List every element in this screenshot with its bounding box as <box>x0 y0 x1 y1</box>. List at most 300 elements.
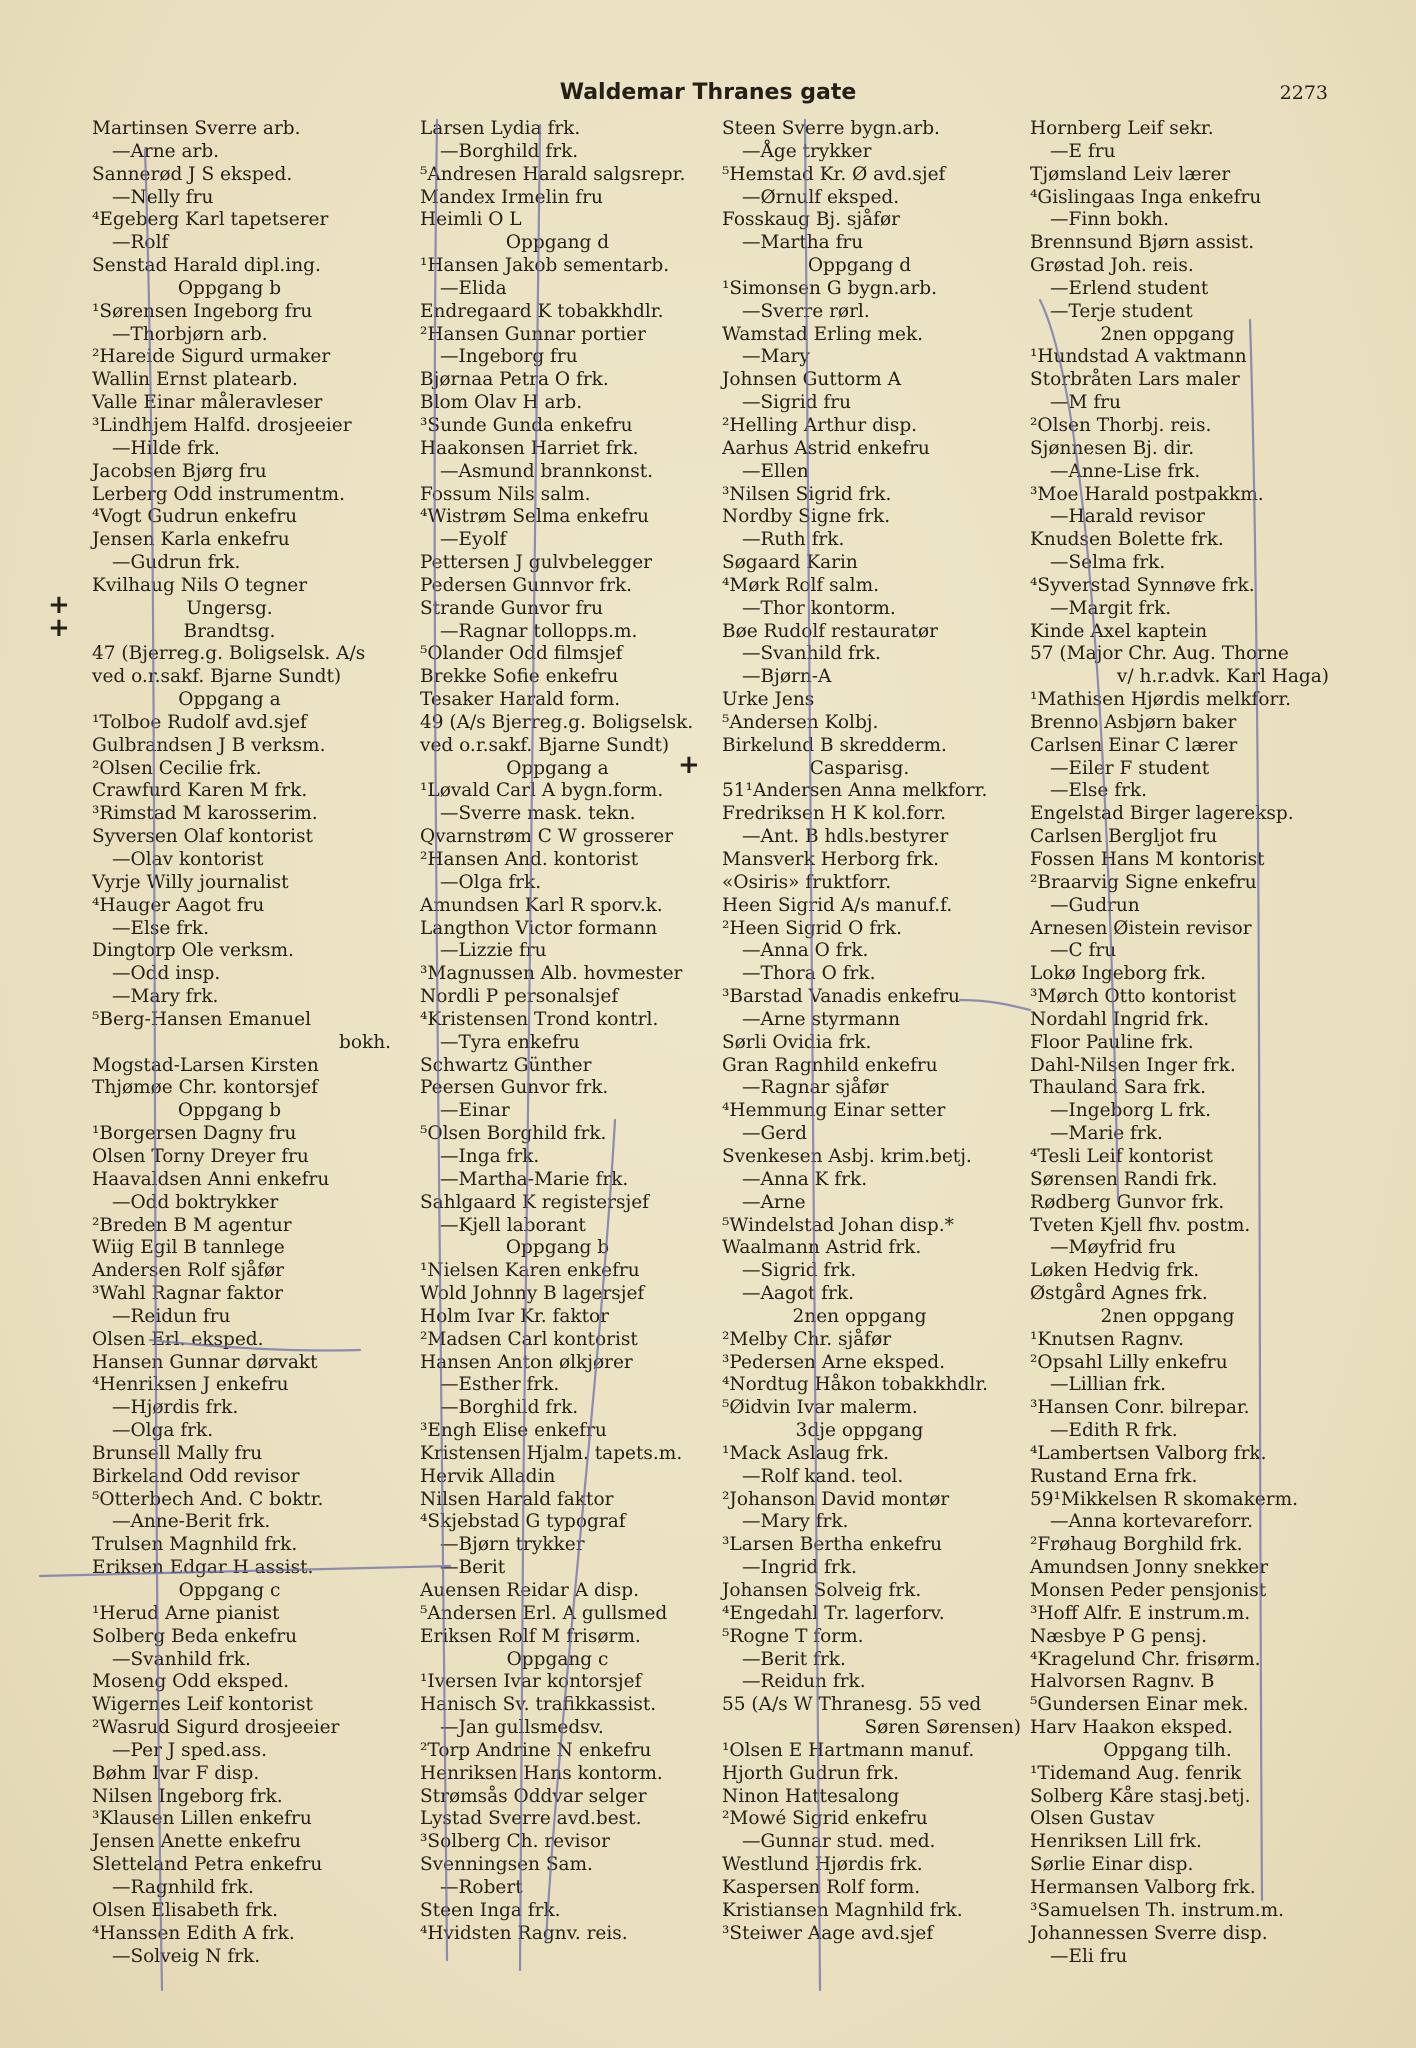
resident-entry: ³Larsen Bertha enkefru <box>722 1534 943 1556</box>
resident-entry: Crawfurd Karen M frk. <box>92 780 308 802</box>
resident-entry: —Ant. B hdls.bestyrer <box>742 826 949 848</box>
resident-entry: Løken Hedvig frk. <box>1030 1260 1200 1282</box>
resident-entry: Martinsen Sverre arb. <box>92 118 301 139</box>
resident-entry: Olsen Torny Dreyer fru <box>92 1145 309 1167</box>
resident-entry: Haavaldsen Anni enkefru <box>92 1168 330 1190</box>
resident-entry: ³Lindhjem Halfd. drosjeeier <box>92 414 352 436</box>
resident-entry: Tjømsland Leiv lærer <box>1030 163 1231 185</box>
resident-entry: ⁴Kristensen Trond kontrl. <box>420 1008 659 1030</box>
resident-entry: —Rolf <box>112 232 169 254</box>
column-2 <box>420 118 725 2018</box>
resident-entry: —Tyra enkefru <box>440 1031 580 1053</box>
resident-entry: Thauland Sara frk. <box>1030 1077 1207 1099</box>
resident-entry: ⁵Otterbech And. C boktr. <box>92 1488 324 1510</box>
resident-entry: ²Johanson David montør <box>722 1488 950 1510</box>
resident-entry: —Hjørdis frk. <box>112 1397 239 1419</box>
resident-entry: 49 (A/s Bjerreg.g. Boligselsk. <box>420 711 694 733</box>
resident-entry: Næsbye P G pensj. <box>1030 1625 1207 1647</box>
resident-entry: —Odd insp. <box>112 963 221 985</box>
resident-entry: Jensen Anette enkefru <box>92 1831 302 1853</box>
resident-entry: Hansen Gunnar dørvakt <box>92 1351 318 1373</box>
resident-entry: ⁴Lambertsen Valborg frk. <box>1030 1442 1267 1464</box>
resident-entry: Dingtorp Ole verksm. <box>92 940 294 962</box>
resident-entry: Kristensen Hjalm. tapets.m. <box>420 1442 683 1464</box>
resident-entry: —Odd boktrykker <box>112 1191 279 1213</box>
resident-entry: —Gunnar stud. med. <box>742 1831 936 1853</box>
resident-entry: —Margit frk. <box>1050 597 1172 619</box>
resident-entry: ²Frøhaug Borghild frk. <box>1030 1534 1243 1556</box>
resident-entry: —Marie frk. <box>1050 1123 1163 1145</box>
resident-entry: ³Engh Elise enkefru <box>420 1420 607 1442</box>
resident-entry: ³Klausen Lillen enkefru <box>92 1808 312 1830</box>
resident-entry: —Sverre mask. tekn. <box>440 803 636 825</box>
resident-entry: ⁴Mørk Rolf salm. <box>722 574 880 596</box>
resident-entry: —Olga frk. <box>440 871 542 893</box>
resident-entry: —Borghild frk. <box>440 140 579 162</box>
section-heading: 3dje oppgang <box>795 1420 924 1442</box>
resident-entry: —Erlend student <box>1050 277 1209 299</box>
resident-entry: Bjørnaa Petra O frk. <box>420 369 609 391</box>
resident-entry: —Inga frk. <box>440 1145 540 1167</box>
resident-entry: —Solveig N frk. <box>112 1945 261 1967</box>
resident-entry: Heen Sigrid A/s manuf.f. <box>722 894 953 916</box>
column-4 <box>1030 118 1335 2018</box>
resident-entry: —Berit <box>440 1557 506 1579</box>
resident-entry: ²Olsen Thorbj. reis. <box>1030 414 1212 436</box>
resident-entry: —Aagot frk. <box>742 1283 854 1305</box>
resident-entry: Endregaard K tobakkhdlr. <box>420 300 664 322</box>
resident-entry: —Svanhild frk. <box>112 1648 251 1670</box>
section-heading: Oppgang c <box>506 1648 609 1670</box>
resident-entry: —Einar <box>440 1100 510 1122</box>
resident-entry: Hansen Anton ølkjører <box>420 1351 633 1373</box>
resident-entry: Fosskaug Bj. sjåfør <box>722 209 901 231</box>
resident-entry: ⁴Skjebstad G typograf <box>420 1511 626 1533</box>
resident-entry: ¹Herud Arne pianist <box>92 1602 280 1624</box>
resident-entry: ved o.r.sakf. Bjarne Sundt) <box>92 666 342 688</box>
resident-entry: Rødberg Gunvor frk. <box>1030 1191 1225 1213</box>
resident-entry: ²Olsen Cecilie frk. <box>92 757 262 779</box>
resident-entry: 55 (A/s W Thranesg. 55 ved <box>722 1694 982 1716</box>
section-heading: 2nen oppgang <box>1100 323 1235 345</box>
resident-entry: Blom Olav H arb. <box>420 392 583 414</box>
resident-entry: —Esther frk. <box>440 1374 560 1396</box>
resident-entry: Eriksen Rolf M frisørm. <box>420 1625 641 1647</box>
resident-entry: Søren Sørensen) <box>864 1717 1021 1739</box>
resident-entry: —Reidun fru <box>112 1305 231 1327</box>
resident-entry: —Ingeborg fru <box>440 346 578 368</box>
resident-entry: Heimli O L <box>420 209 522 231</box>
resident-entry: Olsen Erl. eksped. <box>92 1328 264 1350</box>
resident-entry: ⁵Windelstad Johan disp.* <box>722 1214 954 1236</box>
resident-entry: ³Hansen Conr. bilrepar. <box>1030 1397 1250 1419</box>
resident-entry: Kinde Axel kaptein <box>1030 620 1208 642</box>
resident-entry: —Ragnar tollopps.m. <box>440 620 638 642</box>
resident-entry: —Eli fru <box>1050 1945 1128 1967</box>
resident-entry: Jacobsen Bjørg fru <box>92 460 267 482</box>
resident-entry: ²Opsahl Lilly enkefru <box>1030 1351 1228 1373</box>
resident-entry: —Thora O frk. <box>742 963 876 985</box>
resident-entry: —Rolf kand. teol. <box>742 1465 904 1487</box>
resident-entry: —Borghild frk. <box>440 1397 579 1419</box>
resident-entry: ⁴Gislingaas Inga enkefru <box>1030 186 1262 208</box>
resident-entry: Kaspersen Rolf form. <box>722 1876 921 1898</box>
resident-entry: —Bjørn-A <box>742 666 832 688</box>
section-heading: Oppgang c <box>178 1580 281 1601</box>
resident-entry: Syversen Olaf kontorist <box>92 826 313 848</box>
resident-entry: Steen Inga frk. <box>420 1899 561 1921</box>
resident-entry: ⁵Øidvin Ivar malerm. <box>722 1397 918 1419</box>
resident-entry: Nilsen Harald faktor <box>420 1488 614 1510</box>
resident-entry: Rustand Erna frk. <box>1030 1465 1198 1487</box>
resident-entry: ⁴Syverstad Synnøve frk. <box>1030 574 1255 596</box>
resident-entry: Harv Haakon eksped. <box>1030 1717 1233 1739</box>
resident-entry: —Martha-Marie frk. <box>440 1168 629 1190</box>
resident-entry: ¹Nielsen Karen enkefru <box>420 1260 640 1282</box>
resident-entry: Nordby Signe frk. <box>722 506 891 528</box>
resident-entry: —Lizzie fru <box>440 940 547 962</box>
resident-entry: —Ellen <box>742 460 809 482</box>
resident-entry: Langthon Victor formann <box>420 917 658 939</box>
resident-entry: «Osiris» fruktforr. <box>722 871 892 893</box>
resident-entry: —Anna K frk. <box>742 1168 868 1190</box>
resident-entry: ¹Løvald Carl A bygn.form. <box>420 780 664 802</box>
resident-entry: Bøe Rudolf restauratør <box>722 620 938 642</box>
resident-entry: Sannerød J S eksped. <box>92 163 293 185</box>
resident-entry: Fossen Hans M kontorist <box>1030 849 1265 870</box>
resident-entry: Qvarnstrøm C W grosserer <box>420 826 674 848</box>
resident-entry: Wold Johnny B lagersjef <box>420 1283 645 1305</box>
resident-entry: Amundsen Karl R sporv.k. <box>420 894 663 916</box>
resident-entry: —Arne <box>742 1191 806 1213</box>
resident-entry: —Hilde frk. <box>112 437 220 459</box>
resident-entry: ¹Mathisen Hjørdis melkforr. <box>1030 689 1292 711</box>
resident-entry: ³Hoff Alfr. E instrum.m. <box>1030 1602 1251 1624</box>
section-heading: Oppgang a <box>506 757 609 779</box>
resident-entry: Jensen Karla enkefru <box>92 529 290 551</box>
resident-entry: ⁵Andersen Erl. A gullsmed <box>420 1602 668 1624</box>
resident-entry: —Nelly fru <box>112 186 214 208</box>
resident-entry: —Ragnhild frk. <box>112 1876 254 1898</box>
resident-entry: —Terje student <box>1050 300 1193 322</box>
resident-entry: Fredriksen H K kol.forr. <box>722 803 947 825</box>
resident-entry: Steen Sverre bygn.arb. <box>722 118 940 139</box>
resident-entry: ²Heen Sigrid O frk. <box>722 917 902 939</box>
resident-entry: Lystad Sverre avd.best. <box>420 1808 642 1830</box>
resident-entry: ⁴Hanssen Edith A frk. <box>92 1922 295 1944</box>
resident-entry: ⁴Nordtug Håkon tobakkhdlr. <box>722 1374 989 1396</box>
resident-entry: ¹Simonsen G bygn.arb. <box>722 277 938 299</box>
resident-entry: —Bjørn trykker <box>440 1534 585 1556</box>
resident-entry: —Gudrun <box>1050 894 1140 916</box>
resident-entry: —Anne-Berit frk. <box>112 1511 271 1533</box>
resident-entry: Johansen Solveig frk. <box>722 1580 922 1601</box>
resident-entry: ²Mowé Sigrid enkefru <box>722 1808 928 1830</box>
resident-entry: ³Rimstad M karosserim. <box>92 803 318 825</box>
resident-entry: ¹Hansen Jakob sementarb. <box>420 255 670 277</box>
resident-entry: Wallin Ernst platearb. <box>92 369 298 391</box>
resident-entry: 59¹Mikkelsen R skomakerm. <box>1030 1488 1298 1510</box>
resident-entry: —Åge trykker <box>742 140 872 162</box>
resident-entry: ¹Mack Aslaug frk. <box>722 1442 890 1464</box>
resident-entry: —Svanhild frk. <box>742 643 881 665</box>
resident-entry: ⁵Hemstad Kr. Ø avd.sjef <box>722 163 946 185</box>
resident-entry: 57 (Major Chr. Aug. Thorne <box>1030 643 1289 665</box>
resident-entry: Kristiansen Magnhild frk. <box>722 1899 963 1921</box>
resident-entry: —Mary <box>742 346 810 368</box>
resident-entry: Hermansen Valborg frk. <box>1030 1876 1256 1898</box>
resident-entry: Aarhus Astrid enkefru <box>722 437 930 459</box>
resident-entry: Floor Pauline frk. <box>1030 1031 1194 1053</box>
resident-entry: Sahlgaard K registersjef <box>420 1191 650 1213</box>
resident-entry: ²Torp Andrine N enkefru <box>420 1739 652 1761</box>
resident-entry: —Lillian frk. <box>1050 1374 1167 1396</box>
resident-entry: ¹Olsen E Hartmann manuf. <box>722 1739 975 1761</box>
resident-entry: ¹Borgersen Dagny fru <box>92 1123 297 1145</box>
resident-entry: —Else frk. <box>1050 780 1148 802</box>
section-heading: Oppgang b <box>177 277 282 299</box>
resident-entry: Schwartz Günther <box>420 1054 592 1076</box>
resident-entry: ³Sunde Gunda enkefru <box>420 414 633 436</box>
resident-entry: ⁵Olander Odd filmsjef <box>420 643 623 665</box>
resident-entry: ¹Tidemand Aug. fenrik <box>1030 1762 1242 1784</box>
section-heading: 2nen oppgang <box>1100 1305 1235 1327</box>
page-number: 2273 <box>1279 82 1328 104</box>
resident-entry: Ninon Hattesalong <box>722 1785 900 1807</box>
resident-entry: —Thor kontorm. <box>742 597 896 619</box>
resident-entry: —Eyolf <box>440 529 507 551</box>
resident-entry: —Mary frk. <box>112 986 219 1008</box>
resident-entry: Moseng Odd eksped. <box>92 1671 290 1693</box>
resident-entry: Johnsen Guttorm A <box>722 369 901 391</box>
resident-entry: Sletteland Petra enkefru <box>92 1854 323 1876</box>
section-heading: Oppgang d <box>807 255 912 277</box>
resident-entry: —Per J sped.ass. <box>112 1739 267 1761</box>
resident-entry: Svenningsen Sam. <box>420 1854 593 1876</box>
resident-entry: —Berit frk. <box>742 1648 846 1670</box>
resident-entry: —Møyfrid fru <box>1050 1237 1176 1259</box>
resident-entry: ⁴Henriksen J enkefru <box>92 1374 289 1396</box>
resident-entry: Pedersen Gunnvor frk. <box>420 574 633 596</box>
resident-entry: Hornberg Leif sekr. <box>1030 118 1214 139</box>
resident-entry: —Mary frk. <box>742 1511 849 1533</box>
resident-entry: ³Pedersen Arne eksped. <box>722 1351 945 1373</box>
resident-entry: Amundsen Jonny snekker <box>1030 1557 1269 1579</box>
resident-entry: ²Helling Arthur disp. <box>722 414 918 436</box>
resident-entry: —Sigrid fru <box>742 392 852 414</box>
resident-entry: Valle Einar måleravleser <box>92 392 323 414</box>
resident-entry: —Arne arb. <box>112 140 220 162</box>
resident-entry: Bøhm Ivar F disp. <box>92 1762 260 1784</box>
resident-entry: —Arne styrmann <box>742 1008 901 1030</box>
resident-entry: Tesaker Harald form. <box>420 689 621 711</box>
resident-entry: Brennsund Bjørn assist. <box>1030 232 1255 254</box>
resident-entry: —Ingrid frk. <box>742 1557 857 1579</box>
resident-entry: Halvorsen Ragnv. B <box>1030 1671 1215 1693</box>
resident-entry: Andersen Rolf sjåfør <box>92 1260 284 1282</box>
resident-entry: Strømsås Oddvar selger <box>420 1785 647 1807</box>
resident-entry: Haakonsen Harriet frk. <box>420 437 639 459</box>
resident-entry: ⁵Gundersen Einar mek. <box>1030 1694 1249 1716</box>
resident-entry: Carlsen Einar C lærer <box>1030 734 1238 756</box>
resident-entry: —Olga frk. <box>112 1420 214 1442</box>
resident-entry: ³Solberg Ch. revisor <box>420 1831 610 1853</box>
resident-entry: ¹Iversen Ivar kontorsjef <box>420 1671 642 1693</box>
resident-entry: Carlsen Bergljot fru <box>1030 826 1218 848</box>
resident-entry: ²Melby Chr. sjåfør <box>722 1328 892 1350</box>
resident-entry: Lerberg Odd instrumentm. <box>92 483 345 505</box>
resident-entry: Vyrje Willy journalist <box>92 871 289 893</box>
resident-entry: ⁴Vogt Gudrun enkefru <box>92 506 298 528</box>
resident-entry: —Kjell laborant <box>440 1214 586 1236</box>
resident-entry: Brenno Asbjørn baker <box>1030 711 1237 733</box>
resident-entry: —Gerd <box>742 1123 807 1145</box>
resident-entry: —Asmund brannkonst. <box>440 460 654 482</box>
resident-entry: Pettersen J gulvbelegger <box>420 552 653 574</box>
resident-entry: Mansverk Herborg frk. <box>722 849 939 870</box>
resident-entry: Arnesen Øistein revisor <box>1030 917 1252 939</box>
resident-entry: Johannessen Sverre disp. <box>1030 1922 1268 1944</box>
resident-entry: —C fru <box>1050 940 1117 962</box>
resident-entry: Solberg Beda enkefru <box>92 1625 298 1647</box>
resident-entry: —Anne-Lise frk. <box>1050 460 1201 482</box>
resident-entry: ⁴Hvidsten Ragnv. reis. <box>420 1922 628 1944</box>
resident-entry: ⁴Wistrøm Selma enkefru <box>420 506 649 528</box>
resident-entry: Thjømøe Chr. kontorsjef <box>92 1077 318 1099</box>
resident-entry: —Elida <box>440 277 507 299</box>
resident-entry: Birkelund B skredderm. <box>722 734 947 756</box>
resident-entry: ⁵Andresen Harald salgsrepr. <box>420 163 686 185</box>
resident-entry: Sjønnesen Bj. dir. <box>1030 437 1195 459</box>
resident-entry: —Sverre rørl. <box>742 300 870 322</box>
resident-entry: Henriksen Hans kontorm. <box>420 1762 663 1784</box>
resident-entry: ²Hansen And. kontorist <box>420 849 639 870</box>
resident-entry: —Harald revisor <box>1050 506 1205 528</box>
resident-entry: Eriksen Edgar H assist. <box>92 1557 314 1579</box>
resident-entry: ²Wasrud Sigurd drosjeeier <box>92 1717 340 1739</box>
resident-entry: ³Moe Harald postpakkm. <box>1030 483 1264 505</box>
resident-entry: —Thorbjørn arb. <box>112 323 268 345</box>
resident-entry: ²Hansen Gunnar portier <box>420 323 646 345</box>
resident-entry: Fossum Nils salm. <box>420 483 591 505</box>
resident-entry: ¹Tolboe Rudolf avd.sjef <box>92 711 307 733</box>
resident-entry: ⁴Hemmung Einar setter <box>722 1100 946 1122</box>
resident-entry: Brekke Sofie enkefru <box>420 666 619 688</box>
resident-entry: Peersen Gunvor frk. <box>420 1077 609 1099</box>
resident-entry: 51¹Andersen Anna melkforr. <box>722 780 988 802</box>
resident-entry: —Olav kontorist <box>112 849 264 870</box>
resident-entry: bokh. <box>339 1031 391 1053</box>
resident-entry: Urke Jens <box>722 689 815 711</box>
resident-entry: —Ørnulf eksped. <box>742 186 900 208</box>
resident-entry: ¹Hundstad A vaktmann <box>1030 346 1247 368</box>
resident-entry: Tveten Kjell fhv. postm. <box>1030 1214 1251 1236</box>
resident-entry: Westlund Hjørdis frk. <box>722 1854 923 1876</box>
resident-entry: Svenkesen Asbj. krim.betj. <box>722 1145 972 1167</box>
resident-entry: ⁴Engedahl Tr. lagerforv. <box>722 1602 945 1624</box>
resident-entry: —Eiler F student <box>1050 757 1210 779</box>
section-heading: 2nen oppgang <box>792 1305 927 1327</box>
resident-entry: ²Madsen Carl kontorist <box>420 1328 638 1350</box>
resident-entry: Holm Ivar Kr. faktor <box>420 1305 610 1327</box>
resident-entry: ⁵Berg-Hansen Emanuel <box>92 1008 311 1030</box>
resident-entry: Larsen Lydia frk. <box>420 118 581 139</box>
resident-entry: —Jan gullsmedsv. <box>440 1717 604 1739</box>
resident-entry: Waalmann Astrid frk. <box>722 1237 922 1259</box>
section-heading: Oppgang a <box>178 689 281 711</box>
resident-entry: Strande Gunvor fru <box>420 597 604 619</box>
resident-entry: ⁴Egeberg Karl tapetserer <box>92 209 329 231</box>
resident-entry: Hjorth Gudrun frk. <box>722 1762 899 1784</box>
resident-entry: —E fru <box>1050 140 1116 162</box>
resident-entry: ²Hareide Sigurd urmaker <box>92 346 331 368</box>
resident-entry: Brunsell Mally fru <box>92 1442 263 1464</box>
resident-entry: —M fru <box>1050 392 1121 414</box>
resident-entry: Knudsen Bolette frk. <box>1030 529 1224 551</box>
resident-entry: Senstad Harald dipl.ing. <box>92 255 321 277</box>
resident-entry: —Else frk. <box>112 917 210 939</box>
resident-entry: Hanisch Sv. trafikkassist. <box>420 1694 657 1716</box>
resident-entry: Henriksen Lill frk. <box>1030 1831 1202 1853</box>
section-heading: + Brandtsg. <box>92 621 397 644</box>
resident-entry: ³Samuelsen Th. instrum.m. <box>1030 1899 1285 1921</box>
resident-entry: ²Breden B M agentur <box>92 1214 292 1236</box>
resident-entry: Sørensen Randi frk. <box>1030 1168 1218 1190</box>
resident-entry: —Reidun frk. <box>742 1671 866 1693</box>
section-heading: Oppgang b <box>177 1100 282 1122</box>
resident-entry: Mandex Irmelin fru <box>420 186 603 208</box>
resident-entry: Nilsen Ingeborg frk. <box>92 1785 283 1807</box>
section-heading: Oppgang b <box>505 1237 610 1259</box>
resident-entry: —Ragnar sjåfør <box>742 1077 889 1099</box>
resident-entry: —Martha fru <box>742 232 864 254</box>
resident-entry: ⁵Rogne T form. <box>722 1625 864 1647</box>
resident-entry: Grøstad Joh. reis. <box>1030 255 1194 277</box>
resident-entry: ved o.r.sakf. Bjarne Sundt) <box>420 734 670 756</box>
section-heading: Oppgang tilh. <box>1103 1739 1232 1761</box>
resident-entry: Birkeland Odd revisor <box>92 1465 300 1487</box>
resident-entry: Wiig Egil B tannlege <box>92 1237 285 1259</box>
column-1 <box>92 118 397 2018</box>
resident-entry: Trulsen Magnhild frk. <box>92 1534 298 1556</box>
resident-entry: Solberg Kåre stasj.betj. <box>1030 1785 1251 1807</box>
resident-entry: Gran Ragnhild enkefru <box>722 1054 938 1076</box>
resident-entry: Nordahl Ingrid frk. <box>1030 1008 1210 1030</box>
resident-entry: ³Wahl Ragnar faktor <box>92 1283 283 1305</box>
resident-entry: Olsen Gustav <box>1030 1808 1155 1830</box>
resident-entry: Wamstad Erling mek. <box>722 323 924 345</box>
resident-entry: ⁵Andersen Kolbj. <box>722 711 879 733</box>
resident-entry: Dahl-Nilsen Inger frk. <box>1030 1054 1236 1076</box>
section-heading: + Casparisg. <box>722 758 1027 781</box>
resident-entry: ¹Sørensen Ingeborg fru <box>92 300 313 322</box>
resident-entry: v/ h.r.advk. Karl Haga) <box>1116 666 1329 688</box>
resident-entry: Gulbrandsen J B verksm. <box>92 734 326 756</box>
resident-entry: ³Steiwer Aage avd.sjef <box>722 1922 934 1944</box>
resident-entry: ³Barstad Vanadis enkefru <box>722 986 960 1008</box>
resident-entry: ³Magnussen Alb. hovmester <box>420 963 683 985</box>
resident-entry: —Anna O frk. <box>742 940 869 962</box>
resident-entry: Hervik Alladin <box>420 1465 556 1487</box>
resident-entry: ⁴Tesli Leif kontorist <box>1030 1145 1213 1167</box>
resident-entry: Auensen Reidar A disp. <box>420 1580 639 1601</box>
resident-entry: Mogstad-Larsen Kirsten <box>92 1054 319 1076</box>
resident-entry: —Anna kortevareforr. <box>1050 1511 1253 1533</box>
section-heading: Oppgang d <box>505 232 610 254</box>
resident-entry: ³Mørch Otto kontorist <box>1030 986 1237 1008</box>
resident-entry: —Gudrun frk. <box>112 552 241 574</box>
resident-entry: Østgård Agnes frk. <box>1030 1283 1208 1305</box>
